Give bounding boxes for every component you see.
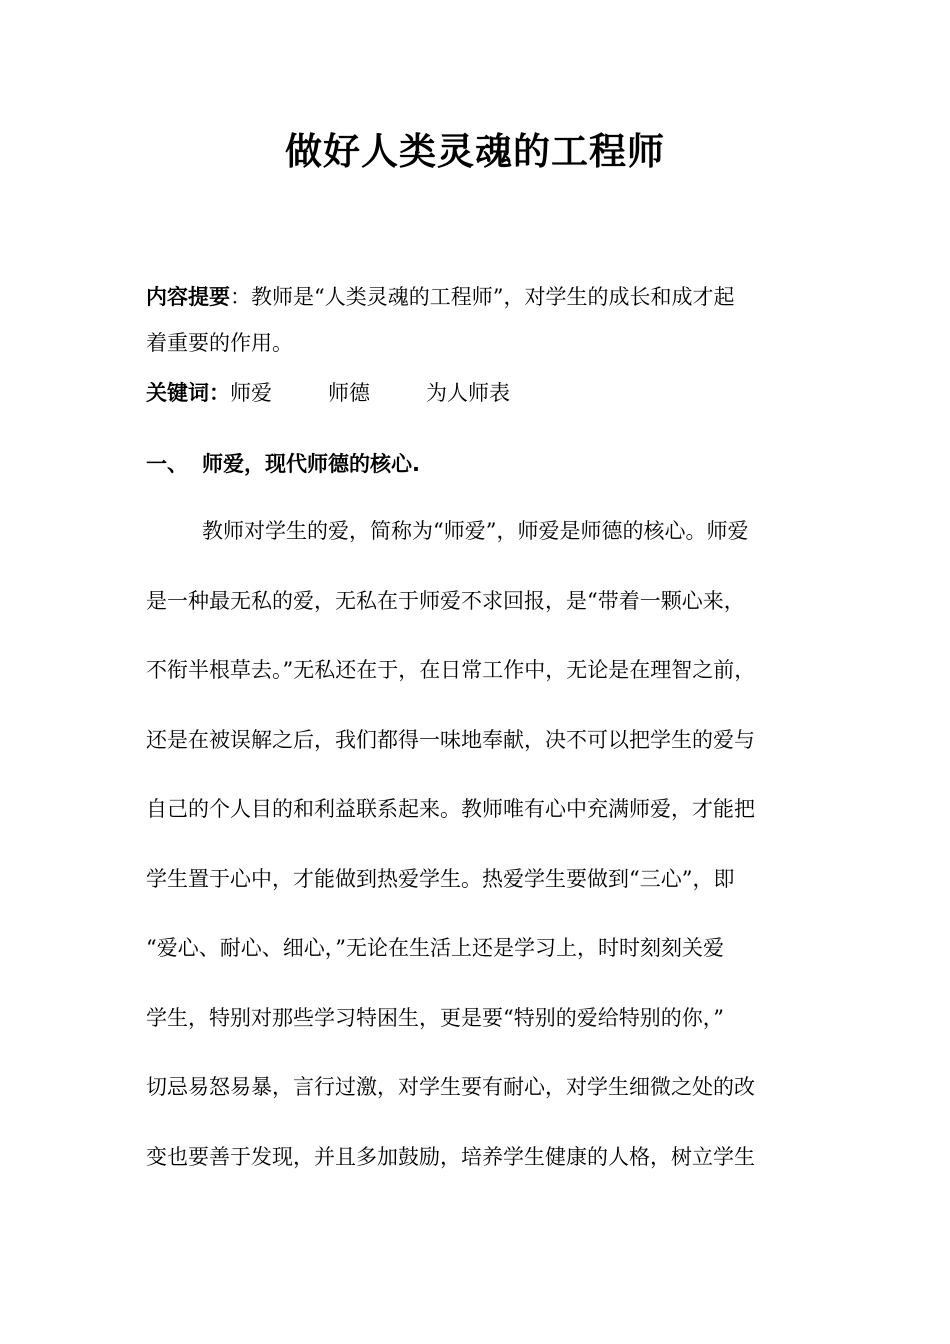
body-line: 学生，特别对那些学习特困生，更是要“特别的爱给特别的你，” <box>146 1005 724 1030</box>
body-line: 是一种最无私的爱，无私在于师爱不求回报，是“带着一颗心来， <box>146 588 745 613</box>
abstract-label: 内容提要 <box>146 285 230 309</box>
section-number: 一、 <box>146 452 188 476</box>
keyword-item: 师爱 <box>230 381 272 405</box>
body-line: 切忌易怒易暴，言行过激，对学生要有耐心，对学生细微之处的改 <box>146 1075 755 1099</box>
abstract-separator: ： <box>230 285 251 309</box>
section-heading-text: 师爱，现代师德的核心. <box>202 452 420 476</box>
abstract-text-line-2: 着重要的作用。 <box>146 331 293 355</box>
keywords-line <box>146 373 816 413</box>
keyword-item: 师德 <box>328 381 370 405</box>
section-heading <box>146 444 816 484</box>
body-line: “爱心、耐心、细心，”无论在生活上还是学习上，时时刻刻关爱 <box>146 936 724 960</box>
body-paragraph <box>146 511 816 1206</box>
body-line: 不衔半根草去。”无私还在于，在日常工作中，无论是在理智之前， <box>146 658 756 682</box>
body-line: 变也要善于发现，并且多加鼓励，培养学生健康的人格，树立学生 <box>146 1144 755 1169</box>
body-line: 学生置于心中，才能做到热爱学生。热爱学生要做到“三心”，即 <box>146 866 735 891</box>
body-line: 自己的个人目的和利益联系起来。教师唯有心中充满师爱，才能把 <box>146 797 755 821</box>
document-title: 做好人类灵魂的工程师 <box>285 129 665 173</box>
keyword-item: 为人师表 <box>426 381 510 405</box>
body-line: 还是在被误解之后，我们都得一味地奉献，决不可以把学生的爱与 <box>146 727 755 752</box>
abstract-paragraph <box>146 274 816 366</box>
abstract-text-line-1: 教师是“人类灵魂的工程师”，对学生的成长和成才起 <box>251 285 735 309</box>
body-line: 教师对学生的爱，简称为“师爱”，师爱是师德的核心。师爱 <box>202 519 749 543</box>
keywords-label: 关键词： <box>146 381 230 405</box>
